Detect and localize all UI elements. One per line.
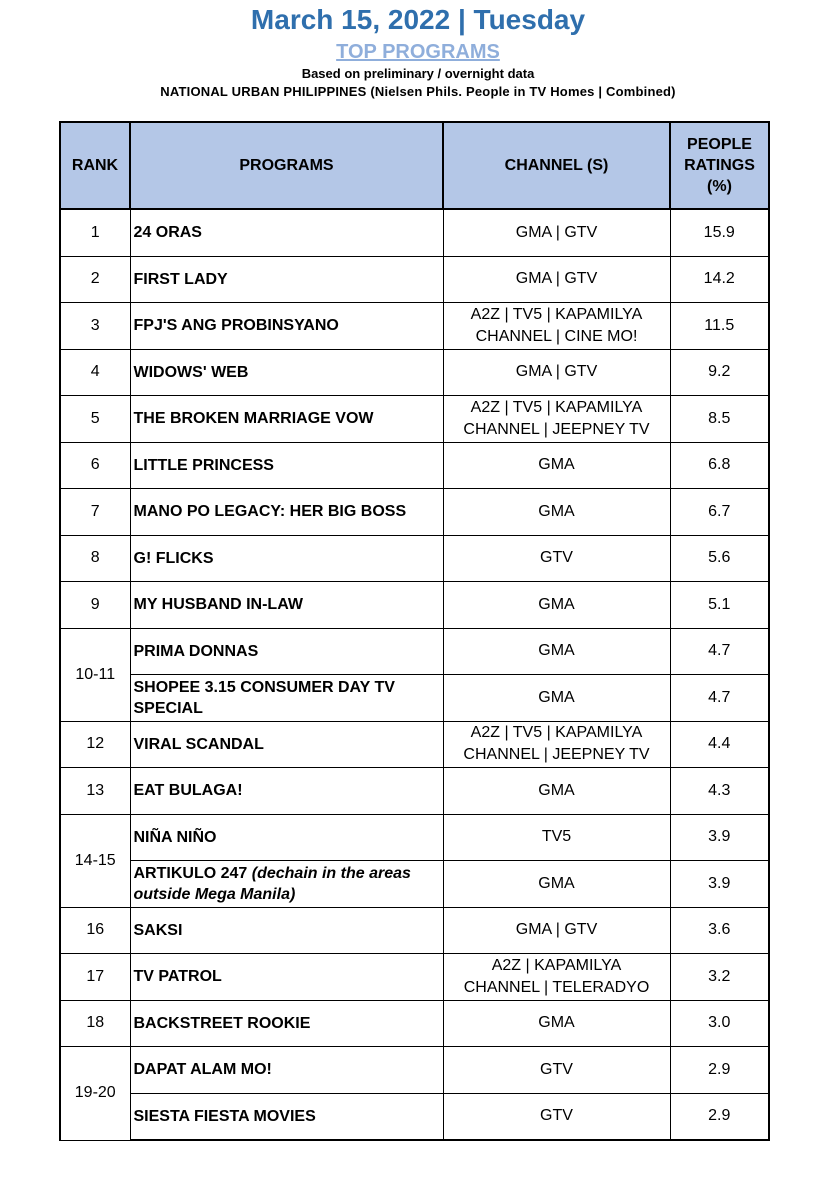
rank-cell: 19-20 [60, 1047, 130, 1141]
channel-line: A2Z | TV5 | KAPAMILYA [470, 305, 643, 323]
channel-cell [443, 675, 670, 722]
rating-cell: 4.7 [670, 628, 769, 675]
channel-cell [443, 396, 670, 443]
rating-cell: 3.9 [670, 861, 769, 908]
channel-line: TV5 [541, 828, 572, 846]
market-note: NATIONAL URBAN PHILIPPINES (Nielsen Phils. People in TV Homes | Combined) [160, 84, 676, 99]
channel-cell [443, 814, 670, 861]
table-row [60, 675, 769, 722]
program-cell [130, 768, 443, 815]
channel-line: GMA [538, 642, 575, 660]
program-name: TV PATROL [133, 968, 222, 986]
channel-cell [443, 582, 670, 629]
rating-cell: 5.6 [670, 535, 769, 582]
rating-cell: 3.0 [670, 1000, 769, 1047]
rank-cell: 4 [60, 349, 130, 396]
rating-cell: 2.9 [670, 1093, 769, 1140]
program-name: SAKSI [133, 921, 183, 939]
table-body [60, 209, 769, 1140]
rank-cell: 18 [60, 1000, 130, 1047]
program-name: 24 ORAS [133, 224, 202, 242]
channel-cell [443, 628, 670, 675]
channel-line: A2Z | KAPAMILYA [491, 956, 622, 974]
program-name: SHOPEE 3.15 CONSUMER DAY TV SPECIAL [133, 678, 395, 717]
program-cell [130, 1000, 443, 1047]
rating-cell: 4.3 [670, 768, 769, 815]
channel-line: GMA [538, 456, 575, 474]
program-cell [130, 861, 443, 908]
program-cell [130, 814, 443, 861]
rank-cell: 2 [60, 256, 130, 303]
table-row [60, 489, 769, 536]
program-cell [130, 907, 443, 954]
rank-cell: 5 [60, 396, 130, 443]
rating-cell: 2.9 [670, 1047, 769, 1094]
channel-line: GMA | GTV [515, 223, 598, 241]
col-header-programs: PROGRAMS [130, 122, 443, 209]
rank-cell: 6 [60, 442, 130, 489]
report-subtitle[interactable]: TOP PROGRAMS [336, 41, 500, 63]
rating-cell: 14.2 [670, 256, 769, 303]
rating-cell: 8.5 [670, 396, 769, 443]
program-name: SIESTA FIESTA MOVIES [133, 1107, 316, 1125]
program-name: FIRST LADY [133, 270, 228, 288]
program-cell [130, 535, 443, 582]
channel-cell [443, 1000, 670, 1047]
rank-cell: 10-11 [60, 628, 130, 721]
table-row [60, 721, 769, 768]
table-row [60, 814, 769, 861]
program-name: LITTLE PRINCESS [133, 456, 274, 474]
program-name: NIÑA NIÑO [133, 828, 217, 846]
channel-cell [443, 349, 670, 396]
program-cell [130, 349, 443, 396]
program-name: MY HUSBAND IN-LAW [133, 596, 303, 614]
channel-cell [443, 535, 670, 582]
rating-cell: 15.9 [670, 209, 769, 256]
rank-cell: 17 [60, 954, 130, 1001]
channel-cell [443, 768, 670, 815]
rating-cell: 4.4 [670, 721, 769, 768]
program-name: ARTIKULO 247 [133, 864, 248, 882]
rank-cell: 7 [60, 489, 130, 536]
rating-cell: 6.7 [670, 489, 769, 536]
table-row [60, 349, 769, 396]
rank-cell: 14-15 [60, 814, 130, 907]
table-row [60, 303, 769, 350]
table-row [60, 1000, 769, 1047]
channel-line: GMA | GTV [515, 363, 598, 381]
channel-cell [443, 1047, 670, 1094]
program-note: (dechain in the areas outside Mega Manila) [133, 864, 411, 903]
rating-cell: 3.9 [670, 814, 769, 861]
channel-line: GMA [538, 781, 575, 799]
channel-line: GTV [540, 1060, 573, 1078]
program-cell [130, 209, 443, 256]
channel-line: GMA | GTV [515, 921, 598, 939]
table-row [60, 535, 769, 582]
channel-line: GMA [538, 502, 575, 520]
data-basis-note: Based on preliminary / overnight data [301, 66, 535, 81]
program-cell [130, 582, 443, 629]
ratings-table [59, 121, 770, 1141]
program-name: WIDOWS' WEB [133, 363, 249, 381]
program-cell [130, 1047, 443, 1094]
channel-cell [443, 303, 670, 350]
channel-line: GMA | GTV [515, 270, 598, 288]
rank-cell: 16 [60, 907, 130, 954]
rating-cell: 11.5 [670, 303, 769, 350]
channel-cell [443, 721, 670, 768]
table-row [60, 628, 769, 675]
table-row [60, 209, 769, 256]
channel-line: GMA [538, 595, 575, 613]
channel-line: A2Z | TV5 | KAPAMILYA [470, 398, 643, 416]
rank-cell: 8 [60, 535, 130, 582]
channel-line: GTV [540, 549, 573, 567]
channel-cell [443, 442, 670, 489]
channel-line: CHANNEL | CINE MO! [475, 327, 638, 345]
program-cell [130, 721, 443, 768]
table-row [60, 861, 769, 908]
rank-cell: 9 [60, 582, 130, 629]
program-name: PRIMA DONNAS [133, 642, 259, 660]
rating-cell: 5.1 [670, 582, 769, 629]
channel-cell [443, 907, 670, 954]
program-name: VIRAL SCANDAL [133, 735, 264, 753]
table-row [60, 442, 769, 489]
table-row [60, 907, 769, 954]
program-cell [130, 675, 443, 722]
channel-cell [443, 256, 670, 303]
rank-cell: 3 [60, 303, 130, 350]
program-name: THE BROKEN MARRIAGE VOW [133, 410, 374, 428]
channel-cell [443, 209, 670, 256]
table-row [60, 1047, 769, 1094]
rating-cell: 6.8 [670, 442, 769, 489]
channel-cell [443, 489, 670, 536]
channel-line: A2Z | TV5 | KAPAMILYA [470, 724, 643, 742]
rating-cell: 9.2 [670, 349, 769, 396]
channel-cell [443, 861, 670, 908]
channel-line: GMA [538, 874, 575, 892]
program-name: BACKSTREET ROOKIE [133, 1014, 311, 1032]
program-name: EAT BULAGA! [133, 782, 243, 800]
program-cell [130, 396, 443, 443]
rank-cell: 1 [60, 209, 130, 256]
rank-cell: 13 [60, 768, 130, 815]
col-header-ratings: PEOPLE RATINGS (%) [670, 122, 769, 209]
program-cell [130, 442, 443, 489]
table-header-row [60, 122, 769, 209]
rank-cell: 12 [60, 721, 130, 768]
channel-line: CHANNEL | JEEPNEY TV [463, 746, 650, 764]
program-cell [130, 954, 443, 1001]
rating-cell: 4.7 [670, 675, 769, 722]
channel-line: GMA [538, 688, 575, 706]
report-date: March 15, 2022 | Tuesday [250, 4, 586, 35]
program-cell [130, 628, 443, 675]
program-cell [130, 1093, 443, 1140]
col-header-channel: CHANNEL (S) [443, 122, 670, 209]
table-row [60, 768, 769, 815]
program-cell [130, 303, 443, 350]
program-cell [130, 256, 443, 303]
table-row [60, 396, 769, 443]
channel-cell [443, 1093, 670, 1140]
program-name: G! FLICKS [133, 549, 214, 567]
channel-line: GMA [538, 1014, 575, 1032]
channel-line: GTV [540, 1107, 573, 1125]
program-name: FPJ'S ANG PROBINSYANO [133, 317, 339, 335]
channel-line: CHANNEL | JEEPNEY TV [463, 420, 650, 438]
channel-line: CHANNEL | TELERADYO [463, 978, 650, 996]
rating-cell: 3.6 [670, 907, 769, 954]
rating-cell: 3.2 [670, 954, 769, 1001]
table-row [60, 582, 769, 629]
program-name: DAPAT ALAM MO! [133, 1061, 272, 1079]
table-row [60, 954, 769, 1001]
table-row [60, 1093, 769, 1140]
col-header-rank: RANK [60, 122, 130, 209]
table-row [60, 256, 769, 303]
program-cell [130, 489, 443, 536]
channel-cell [443, 954, 670, 1001]
program-name: MANO PO LEGACY: HER BIG BOSS [133, 503, 407, 521]
